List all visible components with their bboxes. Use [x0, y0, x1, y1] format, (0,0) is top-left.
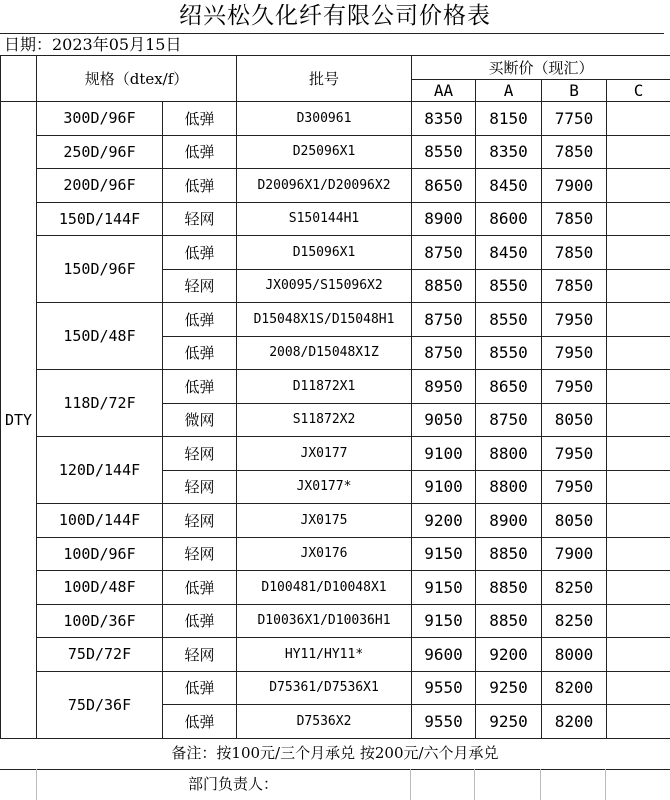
price-aa-cell: 9100	[412, 437, 476, 471]
type-cell: 低弹	[163, 604, 237, 638]
price-a-cell: 8750	[476, 403, 542, 437]
header-spec: 规格（dtex/f）	[37, 56, 237, 102]
price-b-cell: 8200	[542, 671, 607, 705]
price-b-cell: 8200	[542, 705, 607, 739]
price-aa-cell: 8950	[412, 370, 476, 404]
batch-cell: HY11/HY11*	[237, 638, 412, 672]
price-c-cell	[607, 671, 670, 705]
batch-cell: D75361/D7536X1	[237, 671, 412, 705]
table-row	[1, 303, 670, 337]
price-c-cell	[607, 705, 670, 739]
table-row	[1, 571, 670, 605]
price-aa-cell: 8350	[412, 102, 476, 136]
batch-cell: D7536X2	[237, 705, 412, 739]
price-aa-cell: 8550	[412, 135, 476, 169]
price-a-cell: 8350	[476, 135, 542, 169]
price-c-cell	[607, 370, 670, 404]
price-c-cell	[607, 403, 670, 437]
footer-divider	[605, 769, 606, 800]
batch-cell: JX0175	[237, 504, 412, 538]
price-c-cell	[607, 504, 670, 538]
price-a-cell: 8800	[476, 437, 542, 471]
spec-cell: 150D/48F	[37, 303, 163, 370]
price-b-cell: 7900	[542, 537, 607, 571]
header-grade-c: C	[607, 80, 670, 102]
price-c-cell	[607, 202, 670, 236]
price-b-cell: 8050	[542, 403, 607, 437]
price-b-cell: 7850	[542, 269, 607, 303]
type-cell: 低弹	[163, 135, 237, 169]
price-aa-cell: 9150	[412, 604, 476, 638]
spec-cell: 100D/144F	[37, 504, 163, 538]
batch-cell: D20096X1/D20096X2	[237, 169, 412, 203]
price-b-cell: 7850	[542, 135, 607, 169]
price-aa-cell: 8900	[412, 202, 476, 236]
date-line: 日期：2023年05月15日	[0, 33, 664, 56]
price-b-cell: 8250	[542, 604, 607, 638]
price-b-cell: 7950	[542, 470, 607, 504]
price-a-cell: 8800	[476, 470, 542, 504]
price-aa-cell: 8750	[412, 303, 476, 337]
batch-cell: D15096X1	[237, 236, 412, 270]
batch-cell: JX0177	[237, 437, 412, 471]
price-a-cell: 8850	[476, 604, 542, 638]
batch-cell: JX0177*	[237, 470, 412, 504]
batch-cell: JX0176	[237, 537, 412, 571]
price-b-cell: 7950	[542, 370, 607, 404]
payment-note: 备注：按100元/三个月承兑 按200元/六个月承兑	[0, 737, 670, 770]
price-b-cell: 7850	[542, 236, 607, 270]
price-c-cell	[607, 537, 670, 571]
price-c-cell	[607, 236, 670, 270]
batch-cell: D11872X1	[237, 370, 412, 404]
type-cell: 微网	[163, 403, 237, 437]
price-a-cell: 8450	[476, 169, 542, 203]
spec-cell: 100D/36F	[37, 604, 163, 638]
price-b-cell: 7950	[542, 336, 607, 370]
footer-divider	[410, 769, 411, 800]
price-aa-cell: 9050	[412, 403, 476, 437]
spec-cell: 250D/96F	[37, 135, 163, 169]
price-c-cell	[607, 437, 670, 471]
price-c-cell	[607, 604, 670, 638]
header-grade-a: A	[476, 80, 542, 102]
footer-divider	[540, 769, 541, 800]
price-aa-cell: 9200	[412, 504, 476, 538]
type-cell: 低弹	[163, 102, 237, 136]
price-aa-cell: 8750	[412, 236, 476, 270]
price-aa-cell: 8650	[412, 169, 476, 203]
price-a-cell: 8850	[476, 571, 542, 605]
price-aa-cell: 9600	[412, 638, 476, 672]
type-cell: 轻网	[163, 504, 237, 538]
type-cell: 低弹	[163, 336, 237, 370]
price-a-cell: 8650	[476, 370, 542, 404]
footer-divider	[474, 769, 475, 800]
price-b-cell: 8050	[542, 504, 607, 538]
responsible-label: 部门负责人：	[188, 775, 279, 793]
price-a-cell: 8600	[476, 202, 542, 236]
price-table	[0, 55, 670, 739]
header-grade-b: B	[542, 80, 607, 102]
price-a-cell: 8450	[476, 236, 542, 270]
price-a-cell: 8150	[476, 102, 542, 136]
spec-cell: 118D/72F	[37, 370, 163, 437]
price-c-cell	[607, 470, 670, 504]
type-cell: 轻网	[163, 202, 237, 236]
type-cell: 低弹	[163, 169, 237, 203]
batch-cell: 2008/D15048X1Z	[237, 336, 412, 370]
table-row	[1, 437, 670, 471]
spec-cell: 150D/96F	[37, 236, 163, 303]
page-title: 绍兴松久化纤有限公司价格表	[179, 3, 491, 29]
type-cell: 轻网	[163, 638, 237, 672]
price-aa-cell: 8750	[412, 336, 476, 370]
header-row-1	[1, 56, 670, 80]
price-c-cell	[607, 269, 670, 303]
batch-cell: D10036X1/D10036H1	[237, 604, 412, 638]
price-a-cell: 9250	[476, 671, 542, 705]
price-aa-cell: 9550	[412, 705, 476, 739]
price-b-cell: 7950	[542, 437, 607, 471]
type-cell: 低弹	[163, 303, 237, 337]
spec-cell: 75D/36F	[37, 671, 163, 738]
table-row	[1, 135, 670, 169]
header-blank-cell	[1, 56, 37, 102]
price-aa-cell: 9150	[412, 537, 476, 571]
price-aa-cell: 9150	[412, 571, 476, 605]
table-row	[1, 604, 670, 638]
batch-cell: JX0095/S15096X2	[237, 269, 412, 303]
type-cell: 低弹	[163, 236, 237, 270]
header-batch: 批号	[237, 56, 412, 102]
spec-cell: 300D/96F	[37, 102, 163, 136]
type-cell: 轻网	[163, 437, 237, 471]
price-c-cell	[607, 571, 670, 605]
table-row	[1, 537, 670, 571]
spec-cell: 100D/48F	[37, 571, 163, 605]
type-cell: 低弹	[163, 705, 237, 739]
table-row	[1, 671, 670, 705]
price-b-cell: 7750	[542, 102, 607, 136]
price-a-cell: 9200	[476, 638, 542, 672]
price-aa-cell: 9100	[412, 470, 476, 504]
table-row	[1, 102, 670, 136]
price-c-cell	[607, 102, 670, 136]
responsible-line	[0, 769, 670, 800]
batch-cell: S11872X2	[237, 403, 412, 437]
type-cell: 低弹	[163, 370, 237, 404]
batch-cell: D15048X1S/D15048H1	[237, 303, 412, 337]
price-c-cell	[607, 135, 670, 169]
batch-cell: D300961	[237, 102, 412, 136]
category-cell: DTY	[1, 102, 37, 739]
spec-cell: 75D/72F	[37, 638, 163, 672]
batch-cell: D25096X1	[237, 135, 412, 169]
price-a-cell: 8850	[476, 537, 542, 571]
price-b-cell: 7950	[542, 303, 607, 337]
table-row	[1, 236, 670, 270]
table-row	[1, 638, 670, 672]
type-cell: 低弹	[163, 571, 237, 605]
price-a-cell: 9250	[476, 705, 542, 739]
price-b-cell: 8000	[542, 638, 607, 672]
batch-cell: S150144H1	[237, 202, 412, 236]
price-b-cell: 8250	[542, 571, 607, 605]
price-c-cell	[607, 638, 670, 672]
type-cell: 轻网	[163, 470, 237, 504]
spec-cell: 100D/96F	[37, 537, 163, 571]
price-c-cell	[607, 303, 670, 337]
table-row	[1, 169, 670, 203]
price-table-body	[1, 56, 670, 739]
batch-cell: D100481/D10048X1	[237, 571, 412, 605]
price-c-cell	[607, 169, 670, 203]
type-cell: 低弹	[163, 671, 237, 705]
price-c-cell	[607, 336, 670, 370]
price-a-cell: 8550	[476, 269, 542, 303]
spec-cell: 200D/96F	[37, 169, 163, 203]
price-aa-cell: 9550	[412, 671, 476, 705]
price-b-cell: 7900	[542, 169, 607, 203]
price-aa-cell: 8850	[412, 269, 476, 303]
spec-cell: 150D/144F	[37, 202, 163, 236]
price-a-cell: 8550	[476, 303, 542, 337]
table-row	[1, 202, 670, 236]
price-a-cell: 8550	[476, 336, 542, 370]
header-price-group: 买断价（现汇）	[412, 56, 670, 80]
footer-divider	[36, 769, 37, 800]
price-b-cell: 7850	[542, 202, 607, 236]
table-row	[1, 370, 670, 404]
type-cell: 轻网	[163, 269, 237, 303]
header-grade-aa: AA	[412, 80, 476, 102]
price-a-cell: 8900	[476, 504, 542, 538]
table-row	[1, 504, 670, 538]
type-cell: 轻网	[163, 537, 237, 571]
spec-cell: 120D/144F	[37, 437, 163, 504]
